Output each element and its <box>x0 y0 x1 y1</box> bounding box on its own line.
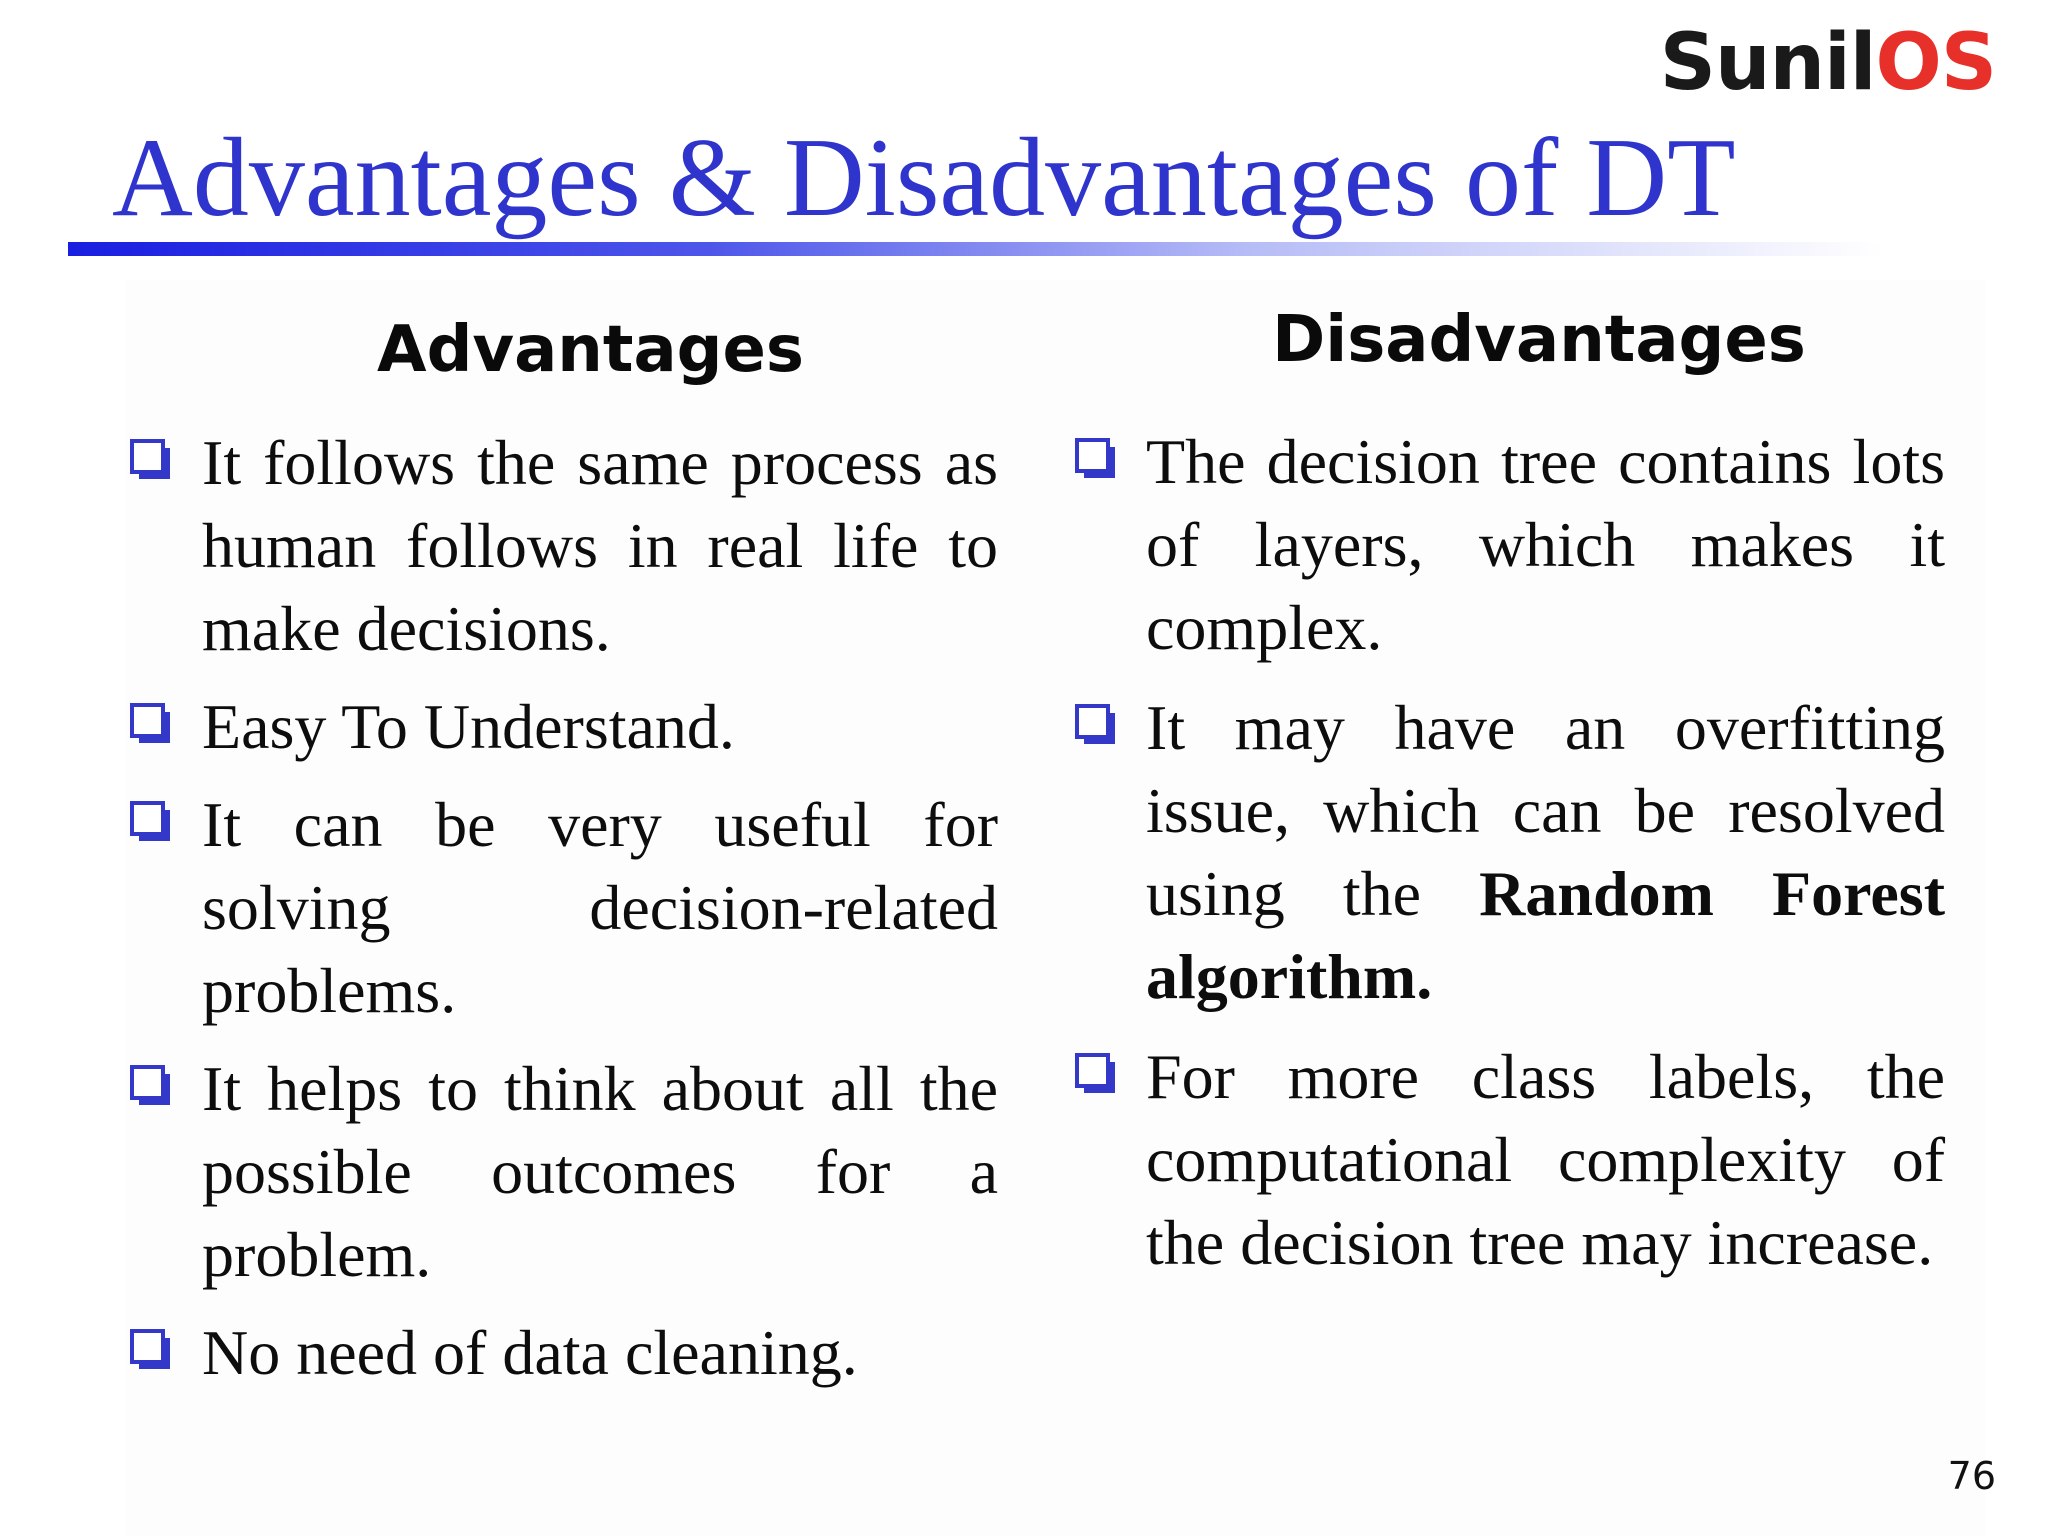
slide-title: Advantages & Disadvantages of DT <box>112 116 1736 240</box>
disadvantages-heading: Disadvantages <box>1272 303 1806 377</box>
hollow-square-bullet-icon <box>130 1329 172 1371</box>
advantage-item <box>128 1047 998 1296</box>
hollow-square-bullet-icon <box>1075 438 1117 480</box>
advantage-text: It can be very useful for solving decision-related problems. <box>202 789 998 1026</box>
disadvantages-list <box>1073 420 1945 1284</box>
title-underline <box>68 242 1883 256</box>
disadvantage-item <box>1073 1035 1945 1284</box>
sunilos-logo <box>1659 18 1996 108</box>
random-forest-bold-text: Random Forest algorithm. <box>1146 858 1946 1012</box>
advantage-text: It helps to think about all the possible outcomes for a problem. <box>202 1053 998 1290</box>
advantages-list <box>128 421 998 1394</box>
advantage-item <box>128 783 998 1032</box>
advantage-item <box>128 685 998 768</box>
advantages-heading: Advantages <box>377 313 804 387</box>
disadvantage-item <box>1073 686 1945 1018</box>
hollow-square-bullet-icon <box>1075 704 1117 746</box>
disadvantage-text: The decision tree contains lots of layers, which makes it complex. <box>1146 426 1945 663</box>
hollow-square-bullet-icon <box>130 439 172 481</box>
hollow-square-bullet-icon <box>1075 1053 1117 1095</box>
hollow-square-bullet-icon <box>130 703 172 745</box>
advantage-text: Easy To Understand. <box>202 691 735 762</box>
hollow-square-bullet-icon <box>130 801 172 843</box>
advantage-text: No need of data cleaning. <box>202 1317 858 1388</box>
advantage-item <box>128 1311 998 1394</box>
disadvantage-item <box>1073 420 1945 669</box>
hollow-square-bullet-icon <box>130 1065 172 1107</box>
advantage-text: It follows the same process as human follows in real life to make decisions. <box>202 427 998 664</box>
disadvantage-text: It may have an overfitting issue, which can be resolved using the <box>1146 692 1945 929</box>
disadvantage-text: For more class labels, the computational complexity of the decision tree may increase. <box>1146 1041 1945 1278</box>
logo-part-sunil: Sunil <box>1659 18 1876 108</box>
advantages-column <box>128 300 998 1409</box>
logo-part-os: OS <box>1875 18 1996 108</box>
page-number: 76 <box>1947 1454 1996 1498</box>
disadvantages-column <box>1073 300 1945 1301</box>
advantage-item <box>128 421 998 670</box>
